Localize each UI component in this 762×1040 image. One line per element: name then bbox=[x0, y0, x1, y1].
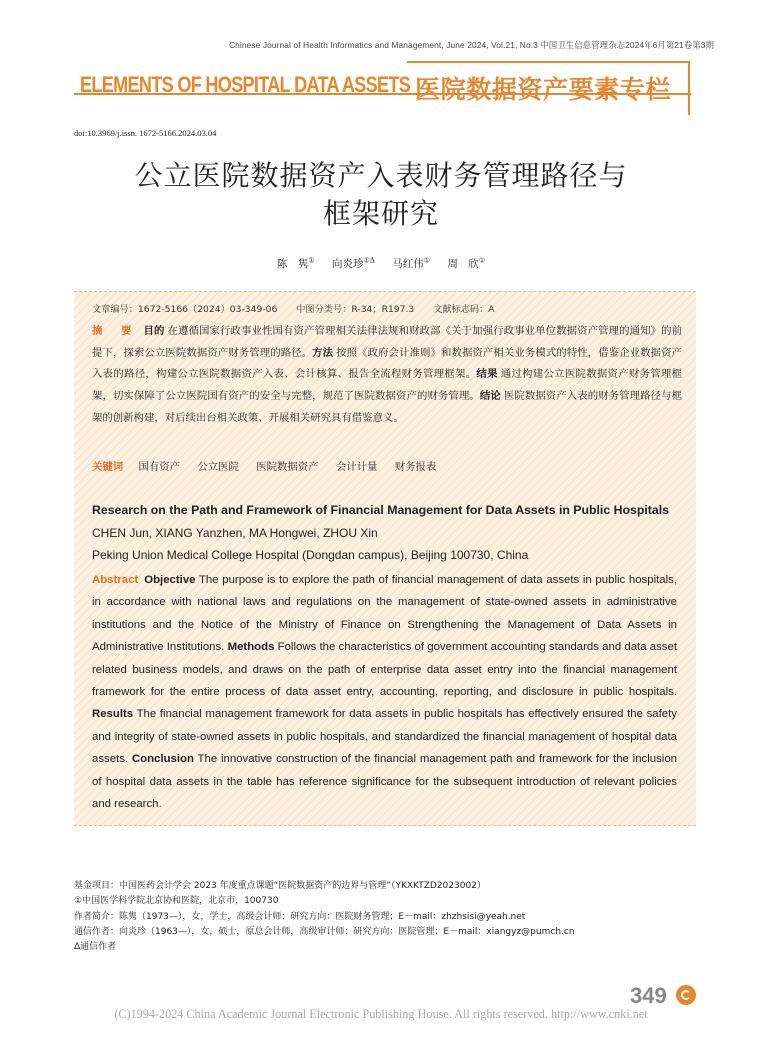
author: 向炎珍$^{①\Delta}$ bbox=[332, 256, 375, 270]
english-abstract bbox=[92, 569, 677, 815]
document-code: 文献标志码：A bbox=[433, 304, 495, 315]
article-title-line-2: 框架研究 bbox=[322, 197, 439, 230]
footnote-corresponding: 通信作者：向炎珍（1963—），女，硕士，原总会计师，高级审计师；研究方向：医院管理；E－mail：xiangyz@pumch.cn bbox=[74, 926, 575, 937]
conclusion-label: Conclusion bbox=[131, 753, 194, 766]
conclusion-label: 结论 bbox=[479, 390, 501, 403]
doi[interactable]: doi:10.3969/j.issn. 1672-5166.2024.03.04 bbox=[74, 128, 217, 138]
conclusion-text: 医院数据资产入表的财务管理路径与框架的创新构建，对后续出台相关政策、开展相关研究具有借鉴意义。 bbox=[92, 390, 683, 424]
method-label: 方法 bbox=[312, 346, 334, 359]
keywords-label: 关键词 bbox=[92, 461, 124, 473]
keyword: 国有资产 bbox=[138, 461, 181, 473]
article-title-line-1: 公立医院数据资产入表财务管理路径与 bbox=[134, 159, 628, 192]
keyword: 会计计量 bbox=[335, 461, 378, 473]
objective-label: 目的 bbox=[143, 325, 165, 337]
journal-header: Chinese Journal of Health Informatics and Management, June 2024, Vol.21, No.3 中国卫生信息管理杂志2024年6月第21卷第3期 bbox=[228, 40, 714, 50]
keywords bbox=[92, 458, 450, 473]
clc-number: 中图分类号：R-34；R197.3 bbox=[296, 304, 415, 315]
section-banner-english: ELEMENTS OF HOSPITAL DATA ASSETS bbox=[80, 72, 411, 97]
english-authors: CHEN Jun, XIANG Yanzhen, MA Hongwei, ZHOU Xin bbox=[92, 526, 378, 540]
methods-label: Methods bbox=[227, 641, 275, 654]
objective-text: 在遵循国家行政事业性国有资产管理相关法律法规和财政部《关于加强行政事业单位数据资产管理的通知》的前提下，探索公立医院数据资产财务管理的路径。 bbox=[92, 325, 683, 359]
keyword: 公立医院 bbox=[197, 461, 239, 473]
keyword: 财务报表 bbox=[394, 461, 437, 473]
english-abstract-label: Abstract bbox=[92, 574, 139, 586]
copyright-watermark: (C)1994-2024 China Academic Journal Electronic Publishing House. All rights reserved. http://www.cnki.net bbox=[114, 1007, 648, 1021]
footnote-affiliation: ①中国医学科学院北京协和医院，北京市，100730 bbox=[74, 896, 279, 907]
author: 周 欣① bbox=[447, 256, 486, 270]
result-text: 通过构建公立医院数据资产财务管理框架，切实保障了公立医院国有资产的安全与完整，规范了医院数据资产的财务管理。 bbox=[92, 368, 683, 403]
english-title: Research on the Path and Framework of Financial Management for Data Assets in Public Hospitals bbox=[92, 503, 669, 517]
footnote-corresponding-mark: Δ通信作者 bbox=[74, 942, 117, 953]
article-title bbox=[0, 157, 762, 233]
footnotes bbox=[74, 879, 575, 955]
conclusion-text: The innovative construction of the financial management path and framework for the inclusion of hospital data assets in the table has reference significance for the subsequent introduction of relevant policies and research. bbox=[92, 753, 678, 811]
objective-text: The purpose is to explore the path of financial management of data assets in public hospitals, in accordance with national laws and regulations on the management of state-owned assets in administrative institutions and the Notice of the Ministry of Finance on Strengthening the Management of Data Assets in Administrative Institutions. bbox=[92, 574, 677, 654]
keyword: 医院数据资产 bbox=[256, 461, 319, 473]
author-list bbox=[0, 256, 762, 271]
page-number: 349 bbox=[630, 983, 667, 1008]
footnote-author-bio: 作者简介：陈隽（1973—），女，学士，高级会计师；研究方向：医院财务管理；E－mail：zhzhsisi@yeah.net bbox=[74, 911, 526, 922]
results-text: The financial management framework for data assets in public hospitals has effectively ensured the safety and integrity of state-owned assets in public hospitals, and standardized the financial management of hospital data assets. bbox=[92, 708, 677, 766]
results-label: Results bbox=[92, 708, 134, 721]
method-text: 按照《政府会计准则》和数据资产相关业务模式的特性，借鉴企业数据资产入表的路径，构建公立医院数据资产入表、会计核算、报告全流程财务管理框架。 bbox=[92, 346, 683, 381]
section-banner-chinese: 医院数据资产要素专栏 bbox=[415, 75, 672, 104]
page-marker-icon bbox=[676, 985, 696, 1005]
result-label: 结果 bbox=[476, 368, 498, 381]
chinese-abstract bbox=[92, 321, 682, 430]
english-affiliation: Peking Union Medical College Hospital (Dongdan campus), Beijing 100730, China bbox=[92, 548, 529, 562]
article-metadata bbox=[92, 301, 511, 315]
article-number: 文章编号：1672-5166（2024）03-349-06 bbox=[92, 304, 278, 315]
footnote-funding: 基金项目：中国医药会计学会 2023 年度重点课题“医院数据资产的边界与管理”（YKXKTZD2023002） bbox=[74, 881, 486, 891]
abstract-label: 摘 要 bbox=[92, 325, 136, 337]
methods-text: Follows the characteristics of government accounting standards and data asset related business models, and draws on the path of enterprise data asset entry into the financial management framework for the entire process of data asset entry, accounting, reporting, and disclosure in public hospitals. bbox=[92, 641, 677, 699]
author: 马红伟① bbox=[392, 256, 430, 270]
objective-label: Objective bbox=[144, 574, 196, 586]
author: 陈 隽① bbox=[276, 256, 315, 270]
